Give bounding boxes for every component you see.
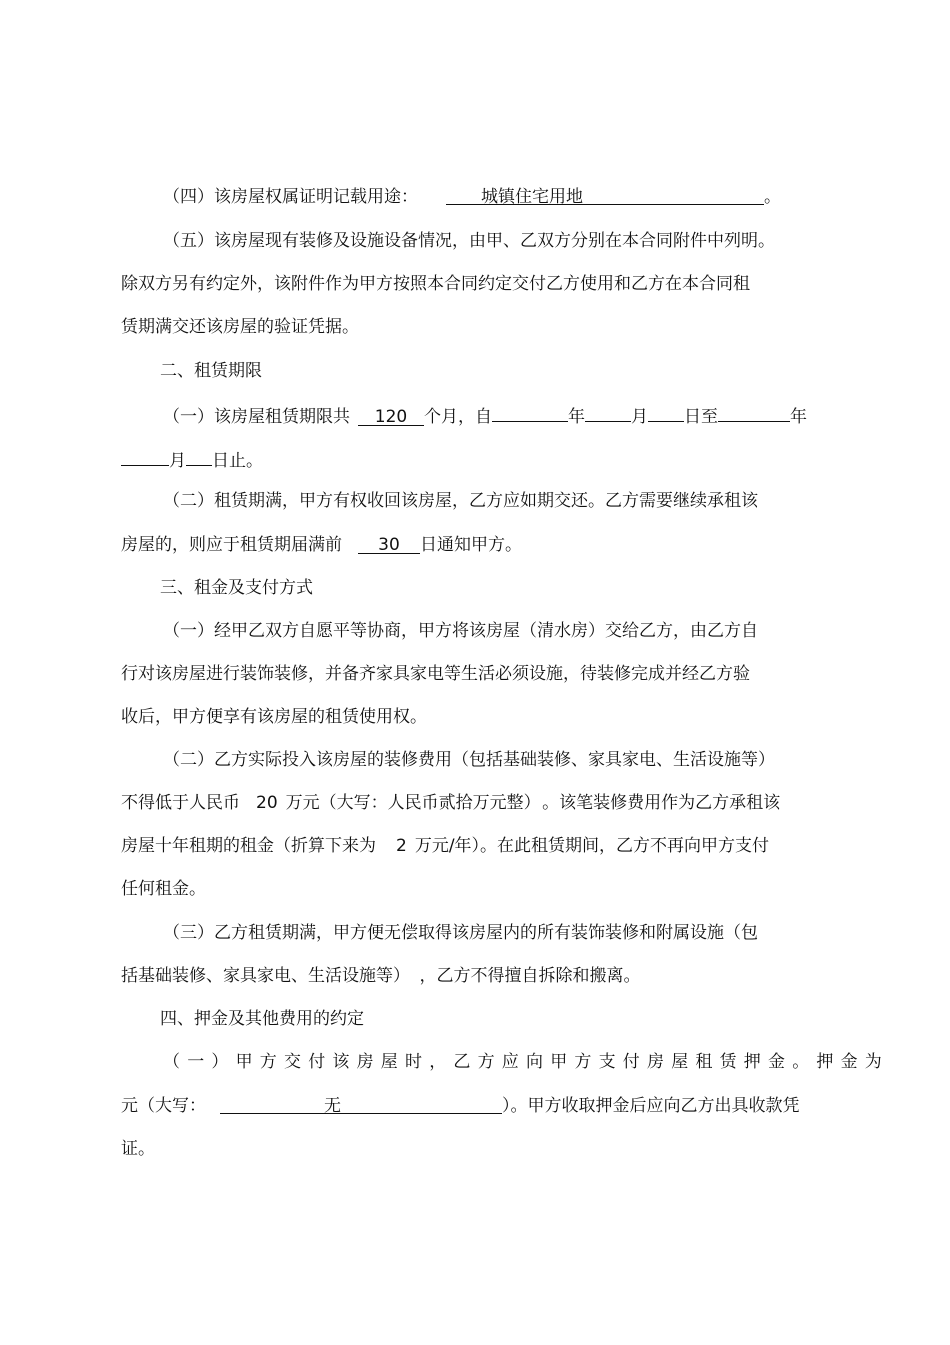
clause-4-1-line-2 (121, 1095, 800, 1117)
clause-text: 月 (169, 451, 186, 471)
clause-text: 。该笔装修费用作为乙方承租该 (542, 793, 781, 813)
clause-1-4 (163, 186, 781, 208)
start-month-blank (585, 403, 631, 422)
clause-2-2-line-1: （二）租赁期满，甲方有权收回该房屋，乙方应如期交还。乙方需要继续承租该 (163, 491, 758, 511)
clause-3-1-line-2: 行对该房屋进行装饰装修，并备齐家具家电等生活必须设施，待装修完成并经乙方验 (121, 664, 750, 684)
clause-1-5-line-3: 赁期满交还该房屋的验证凭据。 (121, 317, 359, 337)
end-month-blank (121, 447, 169, 466)
clause-text: 。 (764, 187, 781, 207)
end-day-blank (186, 447, 212, 466)
clause-text: 年 (568, 407, 585, 427)
clause-3-2-line-1: （二）乙方实际投入该房屋的装修费用（包括基础装修、家具家电、生活设施等） (163, 750, 775, 770)
clause-2-2-line-2 (121, 534, 522, 556)
clause-2-1-line-2 (121, 447, 263, 469)
clause-1-5-line-2: 除双方另有约定外，该附件作为甲方按照本合同约定交付乙方使用和乙方在本合同租 (121, 274, 750, 294)
clause-text: 房屋十年租期的租金（折算下来为 (121, 836, 376, 856)
deposit-blank: 无 (220, 1096, 502, 1114)
clause-3-1-line-3: 收后，甲方便享有该房屋的租赁使用权。 (121, 707, 427, 727)
renovation-amount: 20 (256, 793, 278, 813)
clause-text: （四）该房屋权属证明记载用途： (163, 187, 418, 207)
clause-text: 日止。 (212, 451, 263, 471)
clause-text: 万元（大写：人民币贰拾万元整） (285, 793, 533, 813)
clause-4-1-line-1: （一）甲方交付该房屋时，乙方应向甲方支付房屋租赁押金。押金为 (163, 1052, 889, 1072)
section-heading-3: 三、租金及支付方式 (160, 578, 313, 598)
clause-2-1-line-1 (163, 403, 807, 425)
clause-3-3-line-2 (121, 965, 641, 987)
clause-4-1-line-3: 证。 (121, 1139, 155, 1159)
clause-text: 日至 (684, 407, 718, 427)
clause-text: 个月，自 (424, 407, 492, 427)
clause-text: ，乙方不得擅自拆除和搬离。 (419, 966, 641, 986)
clause-text: 日通知甲方。 (420, 535, 522, 555)
clause-text: 不得低于人民币 (121, 793, 240, 813)
section-heading-4: 四、押金及其他费用的约定 (160, 1009, 364, 1029)
section-heading-2: 二、租赁期限 (160, 361, 262, 381)
clause-3-1-line-1: （一）经甲乙双方自愿平等协商，甲方将该房屋（清水房）交给乙方，由乙方自 (163, 621, 758, 641)
clause-3-2-line-2 (121, 792, 780, 814)
clause-text: ）。甲方收取押金后应向乙方出具收款凭 (502, 1096, 800, 1116)
term-months-blank: 120 (358, 407, 424, 426)
clause-3-2-line-3 (121, 835, 769, 857)
clause-3-3-line-1: （三）乙方租赁期满，甲方便无偿取得该房屋内的所有装饰装修和附属设施（包 (163, 923, 758, 943)
end-year-blank (718, 403, 790, 422)
clause-text: （一）该房屋租赁期限共 (163, 407, 350, 427)
start-year-blank (492, 403, 568, 422)
clause-1-5-line-1: （五）该房屋现有装修及设施设备情况，由甲、乙双方分别在本合同附件中列明。 (163, 231, 775, 251)
start-day-blank (648, 403, 684, 422)
clause-text: 万元/年）。在此租赁期间，乙方不再向甲方支付 (414, 836, 770, 856)
clause-3-2-line-4: 任何租金。 (121, 879, 206, 899)
clause-text: 年 (790, 407, 807, 427)
clause-text: 括基础装修、家具家电、生活设施等） (121, 966, 402, 986)
clause-text: 元（大写： (121, 1096, 206, 1116)
notice-days-blank: 30 (358, 535, 420, 554)
clause-text: 房屋的，则应于租赁期届满前 (121, 535, 342, 555)
purpose-blank: 城镇住宅用地 (446, 187, 764, 205)
rent-per-year: 2 (396, 836, 407, 856)
clause-text: 月 (631, 407, 648, 427)
